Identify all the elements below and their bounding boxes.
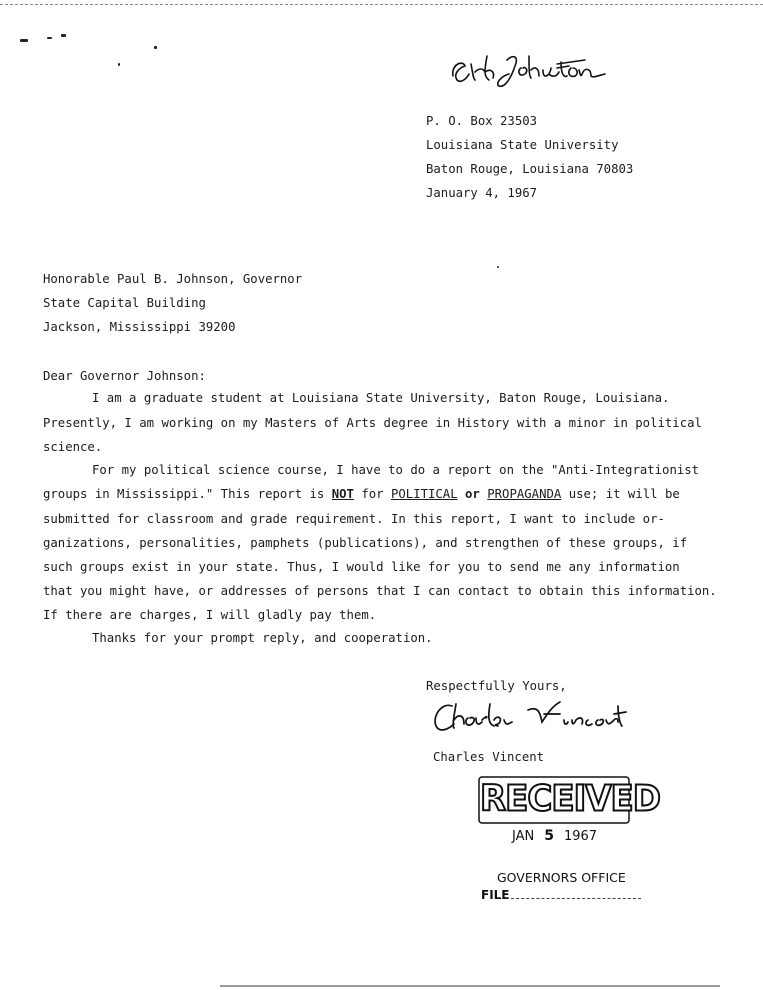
scan-speck (47, 37, 52, 39)
scan-speck (118, 63, 120, 66)
body-line: For my political science course, I have to do a report on the "Anti-Integrationist (92, 463, 700, 477)
stamp-file-label: FILE (481, 888, 510, 902)
body-line: Presently, I am working on my Masters of Arts degree in History with a minor in political (43, 416, 702, 430)
body-line: that you might have, or addresses of persons that I can contact to obtain this information. (43, 584, 717, 598)
stamp-month: JAN (512, 829, 535, 844)
body-line-emphasis (43, 486, 680, 502)
top-scan-edge (0, 4, 763, 5)
stamp-office: GOVERNORS OFFICE (497, 870, 626, 885)
sender-university: Louisiana State University (426, 138, 619, 152)
body-line: science. (43, 440, 103, 454)
sender-city: Baton Rouge, Louisiana 70803 (426, 162, 634, 176)
body-line: Thanks for your prompt reply, and cooperation. (92, 631, 433, 645)
received-stamp-text: RECEIVED (480, 778, 660, 820)
recipient-building: State Capital Building (43, 296, 206, 310)
stamp-file-line (511, 898, 641, 899)
scan-speck (61, 34, 66, 37)
handwritten-signature (428, 692, 628, 742)
stamp-day: 5 (544, 828, 554, 844)
body-text: use; it will be (561, 487, 680, 501)
scan-speck (20, 39, 28, 42)
emphasis-political: POLITICAL (390, 487, 458, 501)
stamp-year: 1967 (563, 829, 598, 844)
handwritten-note-signature (445, 46, 625, 92)
recipient-name: Honorable Paul B. Johnson, Governor (43, 272, 303, 286)
sender-po-box: P. O. Box 23503 (426, 114, 538, 128)
salutation: Dear Governor Johnson: (43, 369, 206, 383)
scan-speck (497, 266, 499, 268)
body-text: for (353, 487, 391, 501)
body-line: such groups exist in your state. Thus, I would like for you to send me any information (43, 560, 680, 574)
typed-signer-name: Charles Vincent (433, 750, 545, 764)
emphasis-not: NOT (331, 487, 354, 501)
emphasis-propaganda: PROPAGANDA (487, 487, 562, 501)
body-text: groups in Mississippi." This report is (43, 487, 332, 501)
bottom-scan-edge (220, 985, 720, 987)
letter-date: January 4, 1967 (426, 186, 538, 200)
recipient-city: Jackson, Mississippi 39200 (43, 320, 236, 334)
body-line: ganizations, personalities, pamphets (publications), and strengthen of these groups, if (43, 536, 688, 550)
scan-speck (154, 46, 157, 49)
body-line: submitted for classroom and grade requirement. In this report, I want to include or- (43, 512, 665, 526)
body-line: I am a graduate student at Louisiana State University, Baton Rouge, Louisiana. (92, 391, 670, 405)
complimentary-close: Respectfully Yours, (426, 679, 567, 693)
body-line: If there are charges, I will gladly pay them. (43, 608, 377, 622)
received-stamp-date (512, 828, 597, 844)
body-text: or (457, 487, 488, 501)
